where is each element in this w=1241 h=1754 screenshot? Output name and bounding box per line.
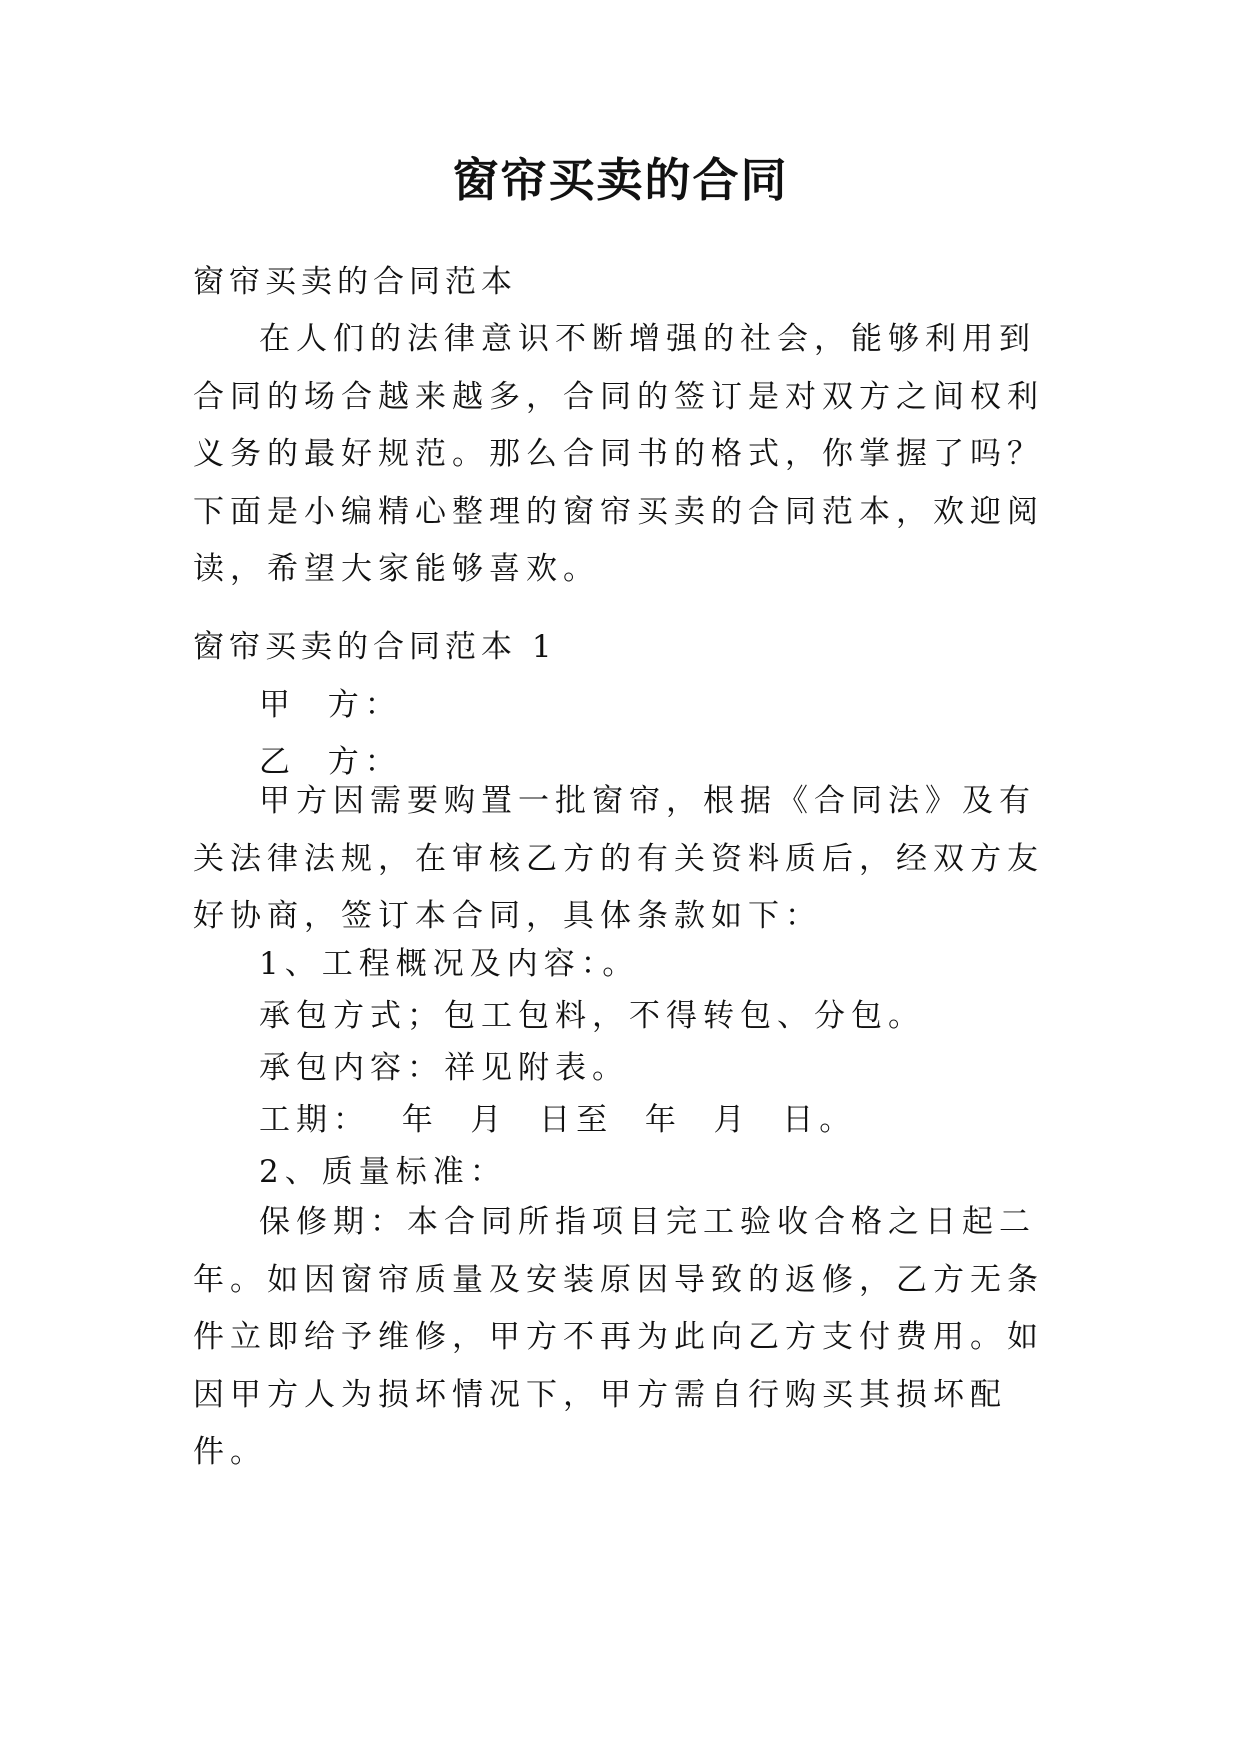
contract-method: 承包方式；包工包料，不得转包、分包。 — [259, 998, 925, 1034]
section1-heading: 窗帘买卖的合同范本 1 — [193, 629, 557, 665]
clause1-title: 1、工程概况及内容：。 — [259, 946, 640, 982]
warranty-paragraph: 保修期：本合同所指项目完工验收合格之日起二年。如因窗帘质量及安装原因导致的返修，乙方无条件立即给予维修，甲方不再为此向乙方支付费用。如因甲方人为损坏情况下，甲方需自行购买其损坏配件。 — [193, 1204, 1044, 1470]
document-title: 窗帘买卖的合同 — [452, 153, 789, 207]
intro-heading: 窗帘买卖的合同范本 — [193, 264, 517, 300]
contract-content: 承包内容：祥见附表。 — [259, 1050, 629, 1086]
party-b-label: 乙 方： — [259, 744, 402, 780]
intro-paragraph: 在人们的法律意识不断增强的社会，能够利用到合同的场合越来越多，合同的签订是对双方之间权利义务的最好规范。那么合同书的格式，你掌握了吗？下面是小编精心整理的窗帘买卖的合同范本，欢迎阅读，希望大家能够喜欢。 — [193, 321, 1044, 587]
clause2-title: 2、质量标准： — [259, 1154, 507, 1190]
party-a-label: 甲 方： — [259, 687, 402, 723]
schedule-line: 工期： 年 月 日至 年 月 日。 — [259, 1102, 857, 1138]
preamble-paragraph: 甲方因需要购置一批窗帘，根据《合同法》及有关法律法规，在审核乙方的有关资料质后，经双方友好协商，签订本合同，具体条款如下： — [193, 783, 1044, 934]
